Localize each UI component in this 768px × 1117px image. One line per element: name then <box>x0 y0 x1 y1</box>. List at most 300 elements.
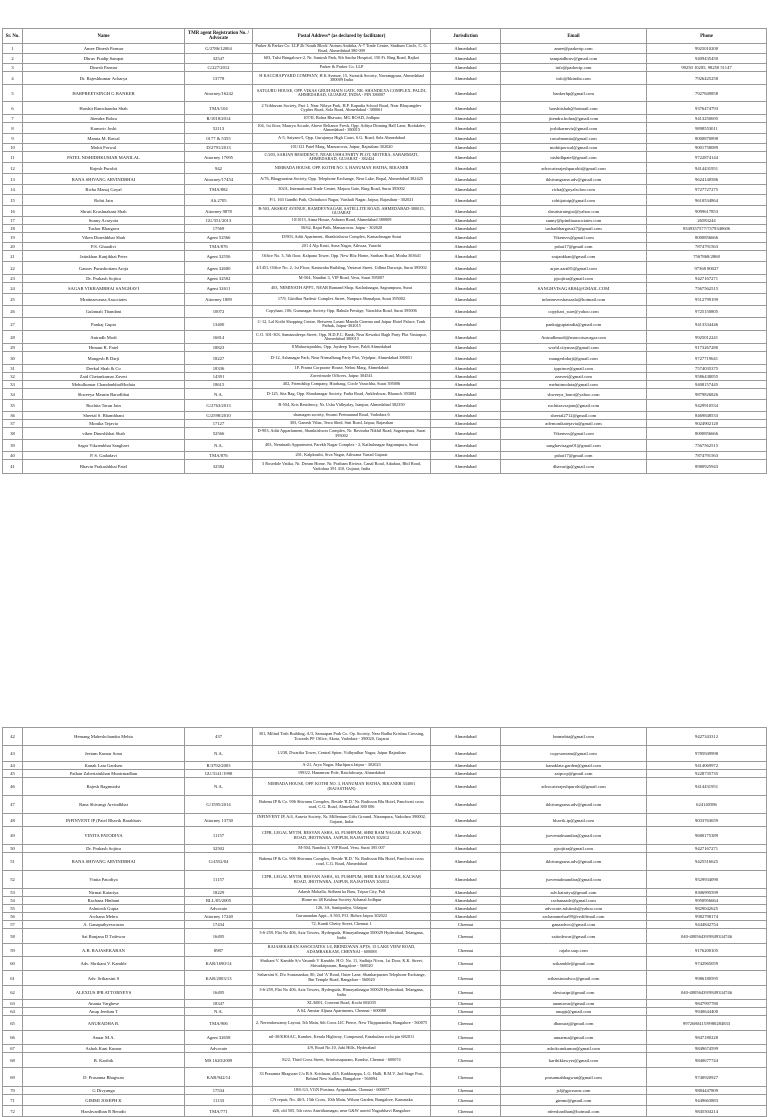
cell-jurisdiction: Ahmedabad <box>431 331 501 344</box>
table-row <box>3 72 767 85</box>
cell-jurisdiction: Ahmedabad <box>431 54 501 64</box>
table-row <box>3 905 767 913</box>
cell-sr: 53 <box>3 889 23 897</box>
cell-reg: Attorney/16242 <box>185 85 253 102</box>
cell-reg: TMA/876 <box>185 452 253 460</box>
cell-name: Anirudh Modi <box>23 331 185 344</box>
cell-email: rajabr.sarp.com <box>501 944 647 957</box>
cell-name: Ananta Varghese <box>23 1000 185 1008</box>
cell-reg: TMA/771 <box>185 1106 253 1117</box>
cell-jurisdiction: Ahmedabad <box>431 102 501 115</box>
cell-sr: 29 <box>3 344 23 352</box>
cell-phone: 9414069972 <box>647 762 767 770</box>
cell-sr: 58 <box>3 929 23 944</box>
cell-phone: 9427343312 <box>647 728 767 746</box>
cell-jurisdiction: Chennai <box>431 1087 501 1095</box>
cell-name: Sai Ranjana D Todewar <box>23 929 185 944</box>
cell-reg: 17534 <box>185 1087 253 1095</box>
cell-reg: N.A. <box>185 440 253 452</box>
cell-reg: RLL/05/2005 <box>185 897 253 905</box>
table-row <box>3 373 767 381</box>
table-row <box>3 243 767 251</box>
cell-sr: 37 <box>3 420 23 428</box>
cell-address: Parker & Parker Co. LLP 2b 'South Block' Atrium Ambika, A-7 Trade Centre, Stadium Circle, C. G. Road, Ahmedabad 380 009 <box>253 44 431 54</box>
cell-jurisdiction: Ahmedabad <box>431 163 501 174</box>
cell-address: H KACCHAPYARD COMPANY, H K Avenue, 15, Swastik Society, Navrangpura, Ahmedabad 380009 India <box>253 72 431 85</box>
cell-phone: 9847997780 <box>647 1000 767 1008</box>
cell-email: jurventalmandira@gmail.com <box>501 871 647 889</box>
cell-address: SATGURU HOUSE, OPP. VIKAS GRUH MAIN GATE, NR. SHANDILYA COMPLEX, PALDI, AHMEDABAD, GUJARAT, INDIA - PIN 380007 <box>253 85 431 102</box>
cell-address: C-12, Lal Kothi Shopping Centre, Between Laxmi Mandir Cinema and Jaipur Hotel Palace, Tonk Pathak, Jaipur-302015 <box>253 318 431 331</box>
table-row <box>3 185 767 195</box>
cell-sr: 20 <box>3 243 23 251</box>
cell-jurisdiction: Ahmedabad <box>431 827 501 845</box>
cell-email: advocaterajeshpurohit@gmail.com <box>501 778 647 796</box>
cell-jurisdiction: Ahmedabad <box>431 283 501 294</box>
table-row <box>3 1068 767 1087</box>
cell-sr: 16 <box>3 206 23 217</box>
cell-phone: 26583244 <box>647 217 767 225</box>
cell-email: sunny@ipindiaassociates.com <box>501 217 647 225</box>
cell-name: Ashok Kani Kumar <box>23 1045 185 1053</box>
cell-phone: 9099617853 <box>647 206 767 217</box>
cell-address: 403, Neminath Appartment, Parekh Nagar Complex - 2, Kailashnagar Sagrampura, Surat <box>253 440 431 452</box>
cell-jurisdiction: Ahmedabad <box>431 233 501 243</box>
cell-email: archanamehra99@rediffmail.com <box>501 913 647 921</box>
cell-name: Dinesh Parmar <box>23 64 185 72</box>
cell-email: rawalmamta@gmail.com <box>501 134 647 144</box>
cell-sr: 50 <box>3 845 23 853</box>
cell-address: D-12, Ashanagar Park, Near Nirmalbaug Party Plot, Vejalpur, Ahmedabad 380051 <box>253 352 431 365</box>
cell-email: Vikensvs@gmail.com <box>501 233 647 243</box>
cell-address: 2 Tribhuvan Society, Part 1, Near Nilaya Park, H.P. Kapadia School Road, Near Bhuyangdev Cypher Road, Sola Road, Ahmedabad - 380061 <box>253 102 431 115</box>
cell-address: 403, NEMINATH APPT., NEAR Ramand Shop, Kailashnagar, Sagrampura, Surat <box>253 283 431 294</box>
cell-name: Adv. Shrikant V. Kamble <box>23 957 185 971</box>
cell-reg: 16814 <box>185 331 253 344</box>
cell-address: 18/6 G3, VGN Prasima, Ayapakkam, Chennai - 600077 <box>253 1087 431 1095</box>
table-row <box>3 195 767 206</box>
cell-reg: GU/351/2013 <box>185 217 253 225</box>
cell-email: sanghavisagar01@gmail.com <box>501 440 647 452</box>
cell-email: ipprince@gmail.com <box>501 365 647 373</box>
table-header-row <box>3 29 767 44</box>
cell-sr: 14 <box>3 185 23 195</box>
cell-reg: 11133 <box>185 1095 253 1106</box>
cell-phone: 9228735735 <box>647 770 767 778</box>
cell-sr: 47 <box>3 796 23 814</box>
cell-phone: 9425516625 <box>647 853 767 871</box>
cell-phone: 9879826826 <box>647 389 767 400</box>
cell-phone: 9849674599 <box>647 1045 767 1053</box>
cell-name: Anup Jeedum T <box>23 1008 185 1016</box>
cell-address: B-504, Kris Residency, Nr. Usha Vidhyalay, Isanpur, Ahmedabad 382350 <box>253 400 431 412</box>
cell-sr: 62 <box>3 986 23 1000</box>
cell-name: Shweeya Maurin Barodbhai <box>23 389 185 400</box>
cell-sr: 27 <box>3 318 23 331</box>
cell-jurisdiction: Ahmedabad <box>431 412 501 420</box>
cell-name: Viken Dineshbhai Shah <box>23 233 185 243</box>
cell-name: P. S. Gadadavi <box>23 452 185 460</box>
table-row <box>3 1016 767 1031</box>
cell-phone: 8469848533 <box>647 412 767 420</box>
cell-name: Adv. Sriharsini S <box>23 971 185 986</box>
cell-address: 2, Nerendaswamy Layout, 5th Main, 6th Cross LIC Pierce, New Thippasandra, Bangalore - 560075 <box>253 1016 431 1031</box>
cell-address: Copyhaat, 106, Gurunagar Society Opp. Bahula Prestige, Varachha Road, Surat 395006 <box>253 306 431 318</box>
cell-address: 72, Kandi Chetty Street, Chennai 1 <box>253 921 431 929</box>
cell-email: pshat17@gmail.com <box>501 452 647 460</box>
cell-email: sriharsiniadvoc@gmail.com <box>501 971 647 986</box>
cell-email: rdeeshardhan@hotmail.com <box>501 1106 647 1117</box>
cell-phone: 7926425258 <box>647 72 767 85</box>
table-row <box>3 762 767 770</box>
cell-phone: 040-48056439/9849334746 <box>647 929 767 944</box>
cell-name: HARPREETSINGH G BANKER <box>23 85 185 102</box>
table-row <box>3 306 767 318</box>
cell-email: info@parkerip.com <box>501 64 647 72</box>
cell-name: RANA SHIVANG ARVINDBHAI <box>23 853 185 871</box>
cell-name: PATEL NISHIDHKUMAR MANILAL <box>23 152 185 163</box>
cell-phone: 7874791563 <box>647 243 767 251</box>
cell-address: 8 Mahavirprabhu, Opp. Jaydeep Tower, Paldi Ahmedabad <box>253 344 431 352</box>
cell-name: Richa Manoj Goyal <box>23 185 185 195</box>
table-row <box>3 827 767 845</box>
cell-address: 56/62, Rajat Path, Mansarovar, Jaipur - 302020 <box>253 225 431 233</box>
cell-email: ikhivangrana.adv@gmail.com <box>501 853 647 871</box>
cell-reg: G/4552/04 <box>185 853 253 871</box>
cell-reg: Agent 52566 <box>185 233 253 243</box>
table-body-page-1 <box>3 44 767 474</box>
table-row <box>3 152 767 163</box>
cell-phone: 8980925943 <box>647 460 767 474</box>
cell-address: 3-6-259, Flat No 406, Aziz Towers, Hyderguda, Himayathnagar 500029 Hyderabad, Telangana, India <box>253 929 431 944</box>
cell-address: CN repair, No. 46/3, 15th Cross, 10th Main, Wilson Garden, Bangalore, Karnataka <box>253 1095 431 1106</box>
cell-jurisdiction: Ahmedabad <box>431 814 501 827</box>
cell-jurisdiction: Ahmedabad <box>431 64 501 72</box>
cell-sr: 63 <box>3 1000 23 1008</box>
cell-phone: 9449663883 <box>647 1095 767 1106</box>
cell-jurisdiction: Chennai <box>431 1045 501 1053</box>
cell-name: INFINVENT IP (Patel Bhavik Barabhaiv <box>23 814 185 827</box>
cell-address: 201, Kalpkruthi, Siva Nagar, Athwana Variad Gujarat <box>253 452 431 460</box>
cell-address: Adarsh Mohalla, Sidhant ka Bass, Tripur City, Pali <box>253 889 431 897</box>
table-row <box>3 428 767 440</box>
cell-email: prasannabhagwan@gmail.com <box>501 1068 647 1087</box>
cell-address: 201 4 Alp Kruti, Sona Nagar, Athwaa, Varachi <box>253 243 431 251</box>
cell-name: Mangesh B Darji <box>23 352 185 365</box>
cell-name: Mratinarvasna Associates <box>23 294 185 306</box>
cell-sr: 9 <box>3 134 23 144</box>
table-row <box>3 352 767 365</box>
cell-jurisdiction: Ahmedabad <box>431 217 501 225</box>
cell-jurisdiction: Chennai <box>431 1008 501 1016</box>
cell-address: F/1, 163 Gandhi Path, Chitrakoot Nagar, Vaishali Nagar, Jaipur, Rajasthan - 302021 <box>253 195 431 206</box>
cell-phone: 9444842754 <box>647 921 767 929</box>
cell-email: SANGHVISAGAR04@GMAIL.COM <box>501 283 647 294</box>
table-row <box>3 102 767 115</box>
cell-jurisdiction: Ahmedabad <box>431 123 501 134</box>
cell-reg: 942 <box>185 163 253 174</box>
cell-email: pankajguptaindia@gmail.com <box>501 318 647 331</box>
table-row <box>3 944 767 957</box>
table-row <box>3 929 767 944</box>
cell-email: rachanaadv@gmail.com <box>501 897 647 905</box>
cell-address: XL/6001, Convent Road, Kochi 682035 <box>253 1000 431 1008</box>
cell-reg: 18229 <box>185 889 253 897</box>
cell-jurisdiction: Ahmedabad <box>431 344 501 352</box>
cell-email: kanaklata.garden@gmail.com <box>501 762 647 770</box>
table-row <box>3 85 767 102</box>
cell-phone: 9429910534 <box>647 400 767 412</box>
cell-jurisdiction: Ahmedabad <box>431 262 501 275</box>
cell-sr: 38 <box>3 428 23 440</box>
cell-address: 17/9, Giridhar Nadesir Complex Street, Nanpura Shanalpur, Surat 395002 <box>253 294 431 306</box>
cell-jurisdiction: Chennai <box>431 921 501 929</box>
cell-reg: 13400 <box>185 318 253 331</box>
cell-name: Zaid Chetankumar Zaveri <box>23 373 185 381</box>
cell-sr: 32 <box>3 373 23 381</box>
cell-phone: 9413250695 <box>647 115 767 123</box>
cell-phone: 8000870898 <box>647 134 767 144</box>
cell-name: Dr. Prakash Sojitra <box>23 845 185 853</box>
table-row <box>3 44 767 54</box>
table-row <box>3 115 767 123</box>
table-row <box>3 1031 767 1045</box>
registry-table-page-1 <box>2 28 767 474</box>
cell-phone: 9727719641 <box>647 352 767 365</box>
header-reg: TMR agent Registration No. / Advocate <box>185 29 253 44</box>
cell-phone: 8000856666 <box>647 428 767 440</box>
cell-sr: 65 <box>3 1016 23 1031</box>
cell-name: Rohit Jain <box>23 195 185 206</box>
header-address: Postal Address* (as declared by facilitator) <box>253 29 431 44</box>
cell-email: Anirudhmodi@mascotsavagar.com <box>501 331 647 344</box>
cell-sr: 1 <box>3 44 23 54</box>
cell-email: infonmvershassasla@hotmail.com <box>501 294 647 306</box>
cell-name: G Divyanga <box>23 1087 185 1095</box>
cell-phone: 9845504214 <box>647 1106 767 1117</box>
cell-address: Parker & Parker Co. LLP <box>253 64 431 72</box>
cell-jurisdiction: Chennai <box>431 929 501 944</box>
cell-reg: Advocate <box>185 905 253 913</box>
cell-name: Mehulkumar ChandanbhaiModaia <box>23 381 185 389</box>
cell-jurisdiction: Ahmedabad <box>431 778 501 796</box>
cell-name: A.B. RAJASEKARAN <box>23 944 185 957</box>
cell-jurisdiction: Chennai <box>431 971 501 986</box>
cell-phone: 9725150805 <box>647 306 767 318</box>
cell-reg: Attorney 9878 <box>185 206 253 217</box>
cell-sr: 35 <box>3 400 23 412</box>
cell-phone: 8000856666 <box>647 233 767 243</box>
cell-email: sampatdhruv@gmail.com <box>501 54 647 64</box>
cell-email: nishidhpatel@gmail.com <box>501 152 647 163</box>
cell-email: copyhart_sure@yahoo.com <box>501 306 647 318</box>
cell-sr: 71 <box>3 1095 23 1106</box>
table-row <box>3 728 767 746</box>
cell-reg: Attorney/17454 <box>185 174 253 185</box>
cell-reg: 14391 <box>185 373 253 381</box>
cell-phone: 9376474793 <box>647 102 767 115</box>
cell-sr: 66 <box>3 1031 23 1045</box>
cell-reg: 16495 <box>185 929 253 944</box>
cell-address: 1/238, Dwarika Tower, Central Spine, Vidhyadhar Nagar, Jaipur Rajasthan <box>253 746 431 762</box>
table-row <box>3 1095 767 1106</box>
cell-email: zzaveri@gmail.com <box>501 373 647 381</box>
cell-email: anuarma@gmail.com <box>501 1031 647 1045</box>
cell-email: advocaterajeshpurohit@gmail.com <box>501 163 647 174</box>
cell-phone: 9409435450 <box>647 54 767 64</box>
cell-phone: 9427167271 <box>647 845 767 853</box>
table-row <box>3 971 767 986</box>
cell-sr: 59 <box>3 944 23 957</box>
cell-sr: 41 <box>3 460 23 474</box>
cell-jurisdiction: Ahmedabad <box>431 243 501 251</box>
cell-reg: G/2786/12004 <box>185 44 253 54</box>
cell-phone: 7567562515 <box>647 440 767 452</box>
cell-address: #26, old 505, 5th cross Amritharnagar, near G&W aravid Nagarbhavi Bangalore <box>253 1106 431 1117</box>
cell-sr: 25 <box>3 294 23 306</box>
cell-jurisdiction: Chennai <box>431 1095 501 1106</box>
cell-name: Mamta M. Rawal <box>23 134 185 144</box>
table-row <box>3 174 767 185</box>
cell-sr: 36 <box>3 412 23 420</box>
cell-jurisdiction: Ahmedabad <box>431 452 501 460</box>
header-sr: Sr. No. <box>3 29 23 44</box>
cell-reg: KAR/942/14 <box>185 1068 253 1087</box>
cell-jurisdiction: Chennai <box>431 986 501 1000</box>
cell-name: SAGAR VIKRAMBHAI SANGHAVI <box>23 283 185 294</box>
cell-sr: 17 <box>3 217 23 225</box>
cell-address: D-903, Adiit Apparlament, Shanktishwar Complex, Nr. Ravindra Nikhil Road, Sagrampura, Surat 395002 <box>253 428 431 440</box>
header-name: Name <box>23 29 185 44</box>
cell-reg: Advocate <box>185 1045 253 1053</box>
cell-email: gimmi@gmail.com <box>501 1095 647 1106</box>
cell-jurisdiction: Ahmedabad <box>431 373 501 381</box>
cell-address: 302A, International Trade Centre, Majura Gate, Ring Road, Surat 395002 <box>253 185 431 195</box>
cell-reg: Agent 32611 <box>185 283 253 294</box>
cell-email: ganaadvoc@gmail.com <box>501 921 647 929</box>
cell-email: ikhivangrana.adv@gmail.com <box>501 796 647 814</box>
cell-jurisdiction: Ahmedabad <box>431 460 501 474</box>
cell-phone: 9427167271 <box>647 275 767 283</box>
cell-name: Karmvir Joshi <box>23 123 185 134</box>
cell-address: 1993/2, Hanamvar Pole, Raichdwarja, Ahmedabad <box>253 770 431 778</box>
cell-jurisdiction: Chennai <box>431 1016 501 1031</box>
table-row <box>3 440 767 452</box>
cell-name: Deekal Shah & Co <box>23 365 185 373</box>
cell-email: shweeya_barot@yahoo.com <box>501 389 647 400</box>
cell-name: Pankaj Gupta <box>23 318 185 331</box>
cell-address: D/903, Adiit Apartment, Shanktishwar Complex, Kamachnagar Surat <box>253 233 431 243</box>
cell-phone: 9033763659 <box>647 814 767 827</box>
cell-reg: Attorney 17095 <box>185 152 253 163</box>
cell-reg: N.A. <box>185 778 253 796</box>
cell-reg: Agent 32502 <box>185 275 253 283</box>
cell-phone: 9408157445 <box>647 381 767 389</box>
cell-sr: 48 <box>3 814 23 827</box>
cell-email: copysoneam@gmail.com <box>501 746 647 762</box>
table-row <box>3 318 767 331</box>
cell-reg: Attorney 1889 <box>185 294 253 306</box>
cell-name: Shruti Krushnakant Shah <box>23 206 185 217</box>
cell-phone: 97368 80027 <box>647 262 767 275</box>
cell-email: bhavik.ip@gmail.com <box>501 814 647 827</box>
cell-reg: 18336 <box>185 365 253 373</box>
cell-email: arjae.aarti81@gmail.com <box>501 262 647 275</box>
cell-name: Dr. Prakash Sojitra <box>23 275 185 283</box>
table-row <box>3 344 767 352</box>
cell-reg: 32502 <box>185 845 253 853</box>
table-row <box>3 1008 767 1016</box>
cell-name: GIMMI JOSEPH K <box>23 1095 185 1106</box>
cell-address: 104, 1st floor, Maurya Arcade, Above Reliance Fresh, Opp. Aditya Dinning Hall Lane, Bodakdev, Ahmedabad - 380015 <box>253 123 431 134</box>
cell-name: viken Dineshbhai Shah <box>23 428 185 440</box>
cell-email: sheetal2712@gmail.com <box>501 412 647 420</box>
table-row <box>3 460 767 474</box>
cell-sr: 49 <box>3 827 23 845</box>
cell-phone: 9610534864 <box>647 195 767 206</box>
cell-jurisdiction: Ahmedabad <box>431 144 501 152</box>
cell-email: mohitporwal@gmail.com <box>501 144 647 152</box>
cell-sr: 39 <box>3 440 23 452</box>
cell-phone: 9950956664 <box>647 897 767 905</box>
cell-sr: 43 <box>3 746 23 762</box>
cell-jurisdiction: Ahmedabad <box>431 152 501 163</box>
cell-jurisdiction: Chennai <box>431 944 501 957</box>
cell-email: Vikensvs@gmail.com <box>501 428 647 440</box>
cell-reg: 13778 <box>185 72 253 85</box>
cell-jurisdiction: Ahmedabad <box>431 174 501 185</box>
cell-reg: Agent 32556 <box>185 251 253 262</box>
cell-jurisdiction: Ahmedabad <box>431 389 501 400</box>
cell-name: Nirmai Katariya <box>23 889 185 897</box>
cell-reg: 52113 <box>185 123 253 134</box>
cell-email: dbanuraj@gmail.com <box>501 1016 647 1031</box>
cell-reg: 11157 <box>185 871 253 889</box>
cell-phone: 9413334446 <box>647 318 767 331</box>
cell-email: richa@goyalsclaw.com <box>501 185 647 195</box>
cell-sr: 33 <box>3 381 23 389</box>
cell-phone: 9176200105 <box>647 944 767 957</box>
cell-jurisdiction: Ahmedabad <box>431 306 501 318</box>
table-row <box>3 225 767 233</box>
cell-address: A-21, Arya Nagar, Murlipura Jaipur - 302023 <box>253 762 431 770</box>
cell-name: B. Karthik <box>23 1053 185 1068</box>
table-row <box>3 452 767 460</box>
cell-reg: MS 1620/2009 <box>185 1053 253 1068</box>
cell-sr: 4 <box>3 72 23 85</box>
table-row <box>3 275 767 283</box>
cell-name: Rana Shivangi Arvindbhai <box>23 796 185 814</box>
cell-email: mangeshdarji@gmail.com <box>501 352 647 365</box>
cell-sr: 28 <box>3 331 23 344</box>
cell-address: B-503, AKSHAT AVENUE, RAMDEVNAGAR, SATELLITE ROAD, AHMEDABAD-380015, GUJARAT <box>253 206 431 217</box>
cell-address: M-504, Nandini 3, VIP Road, Vesu, Surat 395 007 <box>253 845 431 853</box>
cell-jurisdiction: Ahmedabad <box>431 206 501 217</box>
cell-name: Vinita Patodiya <box>23 871 185 889</box>
cell-name: Jitendra Bohra <box>23 115 185 123</box>
cell-reg: 52566 <box>185 428 253 440</box>
cell-jurisdiction: Chennai <box>431 1053 501 1068</box>
cell-address: NIMBADA HOUSE, OPP. KOTHI NO. 3, HANUMAN HATHA, BIKANER 334001 (RAJASTHAN) <box>253 778 431 796</box>
cell-address: Gurunandan Appt., A 503, P.O. Bidwa Jaipur 302022 <box>253 913 431 921</box>
cell-sr: 34 <box>3 389 23 400</box>
table-row <box>3 294 767 306</box>
cell-jurisdiction: Chennai <box>431 1000 501 1008</box>
header-phone: Phone <box>647 29 767 44</box>
table-row <box>3 233 767 243</box>
cell-reg: 17127 <box>185 420 253 428</box>
cell-email: dhavarijp@gmail.com <box>501 460 647 474</box>
